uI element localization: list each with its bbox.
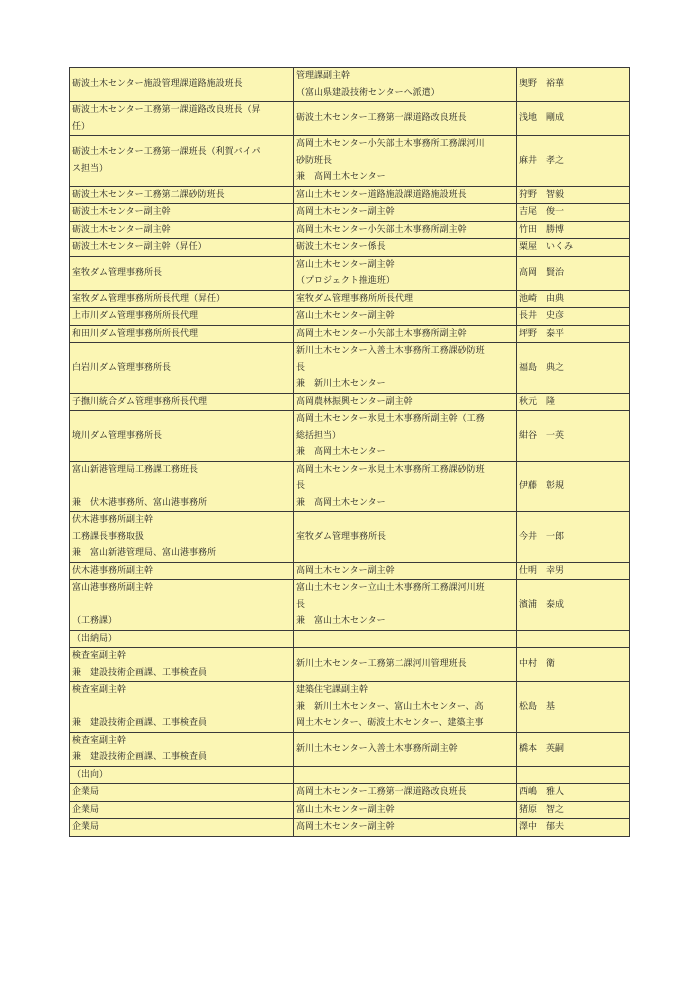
new-post-cell [70,801,294,819]
old-post-cell [294,630,517,648]
table-row [70,68,630,102]
cell-text-line: 室牧ダム管理事務所所長代理 [296,293,414,304]
cell-text-line: 高岡土木センター副主幹 [296,207,395,217]
employee-name-cell [517,256,630,290]
cell-text-line: 長 [296,481,306,491]
employee-name-cell [517,819,630,837]
old-post-cell [294,256,517,290]
old-post-cell [294,136,517,187]
employee-name-cell [517,308,630,326]
employee-name-cell [517,512,630,563]
cell-text-line: 企業局 [72,804,100,815]
cell-text-line: （プロジェクト推進班） [296,276,395,286]
table-row [70,136,630,187]
old-post-cell [294,682,517,733]
old-post-cell [294,290,517,308]
old-post-cell [294,308,517,326]
old-post-cell [294,512,517,563]
cell-text-line: 高岡土木センター小矢部土木事務所副主幹 [296,224,467,235]
new-post-cell [70,343,294,394]
cell-text-line: 兼 高岡土木センター [296,172,386,182]
new-post-cell [70,682,294,733]
old-post-cell [294,239,517,257]
cell-text-line: 高岡土木センター氷見土木事務所副主幹（工務 [296,414,485,424]
new-post-cell [70,630,294,648]
employee-name-cell [517,732,630,766]
old-post-cell [294,732,517,766]
old-post-cell [294,411,517,462]
cell-text-line: （工務課） [72,616,118,626]
new-post-cell [70,819,294,837]
employee-name-cell [517,682,630,733]
employee-name: 中村 衛 [519,659,556,670]
new-post-cell [70,136,294,187]
table-row [70,580,630,631]
employee-name-cell [517,580,630,631]
cell-text-line: 富山土木センター道路施設課道路施設班長 [296,189,467,200]
table-row [70,682,630,733]
cell-text-line: 長 [296,362,306,373]
employee-name-cell [517,204,630,222]
cell-text-line: 砺波土木センター工務第二課砂防班長 [72,189,225,200]
cell-text-line: 富山土木センター副主幹 [296,259,395,270]
cell-text-line: 室牧ダム管理事務所長 [296,531,387,542]
cell-text-line: 兼 高岡土木センター [296,447,386,457]
employee-name: 浅地 剛成 [519,113,565,124]
new-post-cell [70,308,294,326]
cell-text-line: 室牧ダム管理事務所長 [72,267,163,278]
table-row [70,393,630,411]
employee-name: 伊藤 彰規 [519,481,565,491]
cell-text-line: 和田川ダム管理事務所所長代理 [72,328,199,339]
cell-text-line: 境川ダム管理事務所長 [72,430,163,441]
old-post-cell [294,343,517,394]
employee-name-cell [517,343,630,394]
employee-name: 長井 史彦 [519,311,565,321]
new-post-cell [70,784,294,802]
personnel-table [69,67,630,837]
employee-name-cell [517,801,630,819]
cell-text-line: 長 [296,599,306,610]
employee-name: 高岡 賢治 [519,267,565,278]
old-post-cell [294,580,517,631]
table-row [70,239,630,257]
cell-text-line: 企業局 [72,787,100,797]
cell-text-line: 富山土木センター立山土木事務所工務課河川班 [296,583,485,593]
cell-text-line: 兼 建設技術企画課、工事検査員 [72,718,208,728]
cell-text-line: 高岡土木センター副主幹 [296,822,395,832]
table-row [70,562,630,580]
employee-name: 吉尾 俊一 [519,207,565,217]
cell-text-line: 高岡土木センター小矢部土木事務所副主幹 [296,328,467,339]
cell-text-line: ス担当） [72,163,109,174]
cell-text-line: 砺波土木センター副主幹 [72,207,171,217]
employee-name-cell [517,648,630,682]
old-post-cell [294,68,517,102]
cell-text-line: 兼 富山土木センター [296,616,386,626]
cell-text-line: 新川土木センター入善土木事務所副主幹 [296,743,458,754]
cell-text-line: 兼 建設技術企画課、工事検査員 [72,752,208,762]
old-post-cell [294,562,517,580]
cell-text-line: （出納局） [72,633,118,644]
employee-name-cell [517,186,630,204]
cell-text-line: 建築住宅課副主幹 [296,685,369,695]
line-spacer [72,478,291,495]
cell-text-line: 兼 富山新港管理局、富山港事務所 [72,548,217,558]
table-row [70,325,630,343]
cell-text-line: 兼 新川土木センター、富山土木センター、高 [296,701,484,712]
new-post-cell [70,580,294,631]
cell-text-line: 伏木港事務所副主幹 [72,515,154,525]
cell-text-line: 富山港事務所副主幹 [72,583,154,593]
old-post-cell [294,221,517,239]
cell-text-line: 兼 伏木港事務所、富山港事務所 [72,497,208,508]
cell-text-line: 富山土木センター副主幹 [296,804,395,815]
table-row [70,102,630,136]
employee-name: 奥野 裕華 [519,79,565,90]
old-post-cell [294,801,517,819]
table-row [70,204,630,222]
employee-name: 池崎 由典 [519,293,565,304]
table-row [70,290,630,308]
cell-text-line: 子撫川統合ダム管理事務所長代理 [72,396,208,407]
cell-text-line: 高岡土木センター副主幹 [296,565,395,576]
employee-name: 今井 一郎 [519,531,565,542]
employee-name: 粟屋 いくみ [519,242,574,252]
employee-name: 坪野 泰平 [519,328,565,339]
new-post-cell [70,186,294,204]
table-row [70,630,630,648]
cell-text-line: （出向） [72,769,109,780]
employee-name: 濱浦 泰成 [519,599,565,610]
cell-text-line: （富山県建設技術センターへ派遣） [296,87,440,98]
cell-text-line: 検査室副主幹 [72,685,127,695]
line-spacer [72,699,291,716]
employee-name: 麻井 孝之 [519,155,565,166]
old-post-cell [294,186,517,204]
cell-text-line: 富山土木センター副主幹 [296,311,395,321]
cell-text-line: 高岡土木センター氷見土木事務所工務課砂防班 [296,464,485,475]
new-post-cell [70,512,294,563]
employee-name: 澤中 郁夫 [519,822,565,832]
new-post-cell [70,68,294,102]
new-post-cell [70,239,294,257]
table-row [70,461,630,512]
table-row [70,766,630,784]
old-post-cell [294,102,517,136]
table-row [70,732,630,766]
employee-name: 猪原 智之 [519,804,565,815]
employee-name: 仕明 幸男 [519,565,565,576]
cell-text-line: 新川土木センター工務第二課河川管理班長 [296,659,467,670]
cell-text-line: 砺波土木センター係長 [296,242,386,252]
table-row [70,256,630,290]
old-post-cell [294,819,517,837]
cell-text-line: 高岡土木センター工務第一課道路改良班長 [296,787,467,797]
table-row [70,221,630,239]
line-spacer [72,597,291,614]
cell-text-line: 兼 建設技術企画課、工事検査員 [72,667,208,678]
employee-name: 松島 基 [519,701,556,712]
new-post-cell [70,393,294,411]
employee-name-cell [517,290,630,308]
cell-text-line: 砺波土木センター工務第一課班長（利賀バイパ [72,147,261,158]
table-row [70,411,630,462]
cell-text-line: 管理課副主幹 [296,71,351,81]
employee-name: 福島 典之 [519,362,565,373]
new-post-cell [70,256,294,290]
cell-text-line: 新川土木センター入善土木事務所工務課砂防班 [296,346,485,356]
new-post-cell [70,766,294,784]
table-row [70,512,630,563]
employee-name-cell [517,461,630,512]
employee-name-cell [517,239,630,257]
cell-text-line: 兼 新川土木センター [296,379,386,389]
old-post-cell [294,325,517,343]
employee-name-cell [517,68,630,102]
employee-name-cell [517,221,630,239]
new-post-cell [70,204,294,222]
cell-text-line: 白岩川ダム管理事務所長 [72,362,172,373]
table-row [70,186,630,204]
employee-name-cell [517,766,630,784]
table-row [70,784,630,802]
old-post-cell [294,204,517,222]
cell-text-line: 高岡土木センター小矢部土木事務所工務課河川 [296,139,485,149]
employee-name: 紺谷 一英 [519,430,565,441]
employee-name-cell [517,784,630,802]
table-row [70,308,630,326]
employee-name-cell [517,562,630,580]
employee-name: 秋元 隆 [519,396,556,407]
old-post-cell [294,648,517,682]
old-post-cell [294,784,517,802]
new-post-cell [70,562,294,580]
table-row [70,819,630,837]
cell-text-line: 砺波土木センター施設管理課道路施設班長 [72,79,243,90]
cell-text-line: 砂防班長 [296,155,333,166]
employee-name: 狩野 智毅 [519,189,565,200]
cell-text-line: 検査室副主幹 [72,651,127,661]
cell-text-line: 高岡農林振興センター副主幹 [296,396,413,407]
employee-name-cell [517,325,630,343]
new-post-cell [70,102,294,136]
table-row [70,343,630,394]
employee-name: 橋本 英嗣 [519,743,565,754]
cell-text-line: 岡土木センター、砺波土木センター、建築主事 [296,718,484,728]
new-post-cell [70,732,294,766]
cell-text-line: 任） [72,121,91,132]
new-post-cell [70,411,294,462]
employee-name: 竹田 勝博 [519,224,565,235]
table-row [70,648,630,682]
cell-text-line: 企業局 [72,822,100,832]
cell-text-line: 工務課長事務取扱 [72,531,145,542]
cell-text-line: 室牧ダム管理事務所所長代理（昇任） [72,293,226,304]
employee-name-cell [517,102,630,136]
new-post-cell [70,648,294,682]
cell-text-line: 砺波土木センター工務第一課道路改良班長 [296,113,467,124]
employee-name: 西嶋 雅人 [519,787,565,797]
table-row [70,801,630,819]
employee-name-cell [517,393,630,411]
personnel-table-body [70,68,630,837]
employee-name-cell [517,136,630,187]
cell-text-line: 兼 高岡土木センター [296,497,386,508]
new-post-cell [70,461,294,512]
employee-name-cell [517,630,630,648]
cell-text-line: 上市川ダム管理事務所所長代理 [72,311,199,321]
old-post-cell [294,393,517,411]
cell-text-line: 砺波土木センター副主幹（昇任） [72,242,207,252]
new-post-cell [70,221,294,239]
new-post-cell [70,325,294,343]
cell-text-line: 伏木港事務所副主幹 [72,565,154,576]
cell-text-line: 砺波土木センター副主幹 [72,224,171,235]
old-post-cell [294,461,517,512]
new-post-cell [70,290,294,308]
cell-text-line: 砺波土木センター工務第一課道路改良班長（昇 [72,105,261,115]
employee-name-cell [517,411,630,462]
cell-text-line: 総括担当） [296,430,342,441]
cell-text-line: 富山新港管理局工務課工務班長 [72,464,199,475]
old-post-cell [294,766,517,784]
cell-text-line: 検査室副主幹 [72,735,127,746]
